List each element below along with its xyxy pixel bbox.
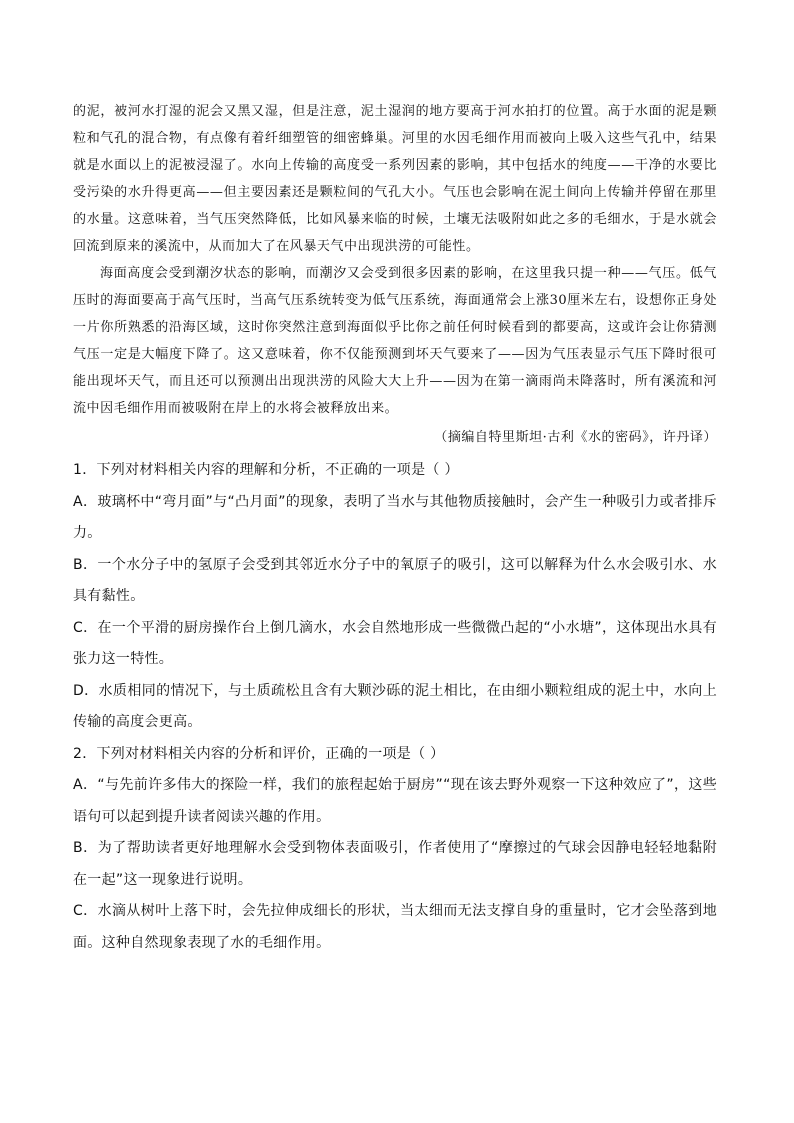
question-2-stem: 2．下列对材料相关内容的分析和评价，正确的一项是（ ） [73, 745, 445, 762]
question-list [73, 455, 717, 959]
question-2-option-b: B．为了帮助读者更好地理解水会受到物体表面吸引，作者使用了“摩擦过的气球会因静电轻轻地黏附在一起”这一现象进行说明。 [73, 840, 717, 888]
question-1-option-c: C．在一个平滑的厨房操作台上倒几滴水，水会自然地形成一些微微凸起的“小水塘”，这体现出水具有张力这一特性。 [73, 619, 717, 667]
question-1-stem: 1．下列对材料相关内容的理解和分析，不正确的一项是（ ） [73, 462, 459, 478]
reading-passage [73, 98, 717, 451]
passage-source: （摘编自特里斯坦·古利《水的密码》，许丹译） [434, 430, 717, 445]
question-1-option-b: B．一个水分子中的氢原子会受到其邻近水分子中的氧原子的吸引，这可以解释为什么水会吸引水、水具有黏性。 [73, 556, 717, 604]
question-2-option-a: A．“与先前许多伟大的探险一样，我们的旅程起始于厨房”“现在该去野外观察一下这种效应了”，这些语句可以起到提升读者阅读兴趣的作用。 [73, 777, 717, 825]
question-1-option-d: D．水质相同的情况下，与土质疏松且含有大颗沙砾的泥土相比，在由细小颗粒组成的泥土中，水向上传输的高度会更高。 [73, 682, 717, 730]
question-2-option-c: C．水滴从树叶上落下时，会先拉伸成细长的形状，当太细而无法支撑自身的重量时，它才会坠落到地面。这种自然现象表现了水的毛细作用。 [73, 903, 717, 951]
passage-paragraph: 海面高度会受到潮汐状态的影响，而潮汐又会受到很多因素的影响，在这里我只提一种——气压。低气压时的海面要高于高气压时，当高气压系统转变为低气压系统，海面通常会上涨30厘米左右，设想你正身处一片你所熟悉的沿海区域，这时你突然注意到海面似乎比你之前任何时候看到的都要高，这或许会让你猜测气压一定是大幅度下降了。这又意味着，你不仅能预测到坏天气要来了——因为气压表显示气压下降时很可能出现坏天气，而且还可以预测出出现洪涝的风险大大上升——因为在第一滴雨尚未降落时，所有溪流和河流中因毛细作用而被吸附在岸上的水将会被释放出来。 [73, 266, 717, 416]
passage-paragraph: 的泥，被河水打湿的泥会又黑又湿，但是注意，泥土湿润的地方要高于河水拍打的位置。高于水面的泥是颗粒和气孔的混合物，有点像有着纤细塑管的细密蜂巢。河里的水因毛细作用而被向上吸入这些气孔中，结果就是水面以上的泥被浸湿了。水向上传输的高度受一系列因素的影响，其中包括水的纯度——干净的水要比受污染的水升得更高——但主要因素还是颗粒间的气孔大小。气压也会影响在泥土间向上传输并停留在那里的水量。这意味着，当气压突然降低，比如风暴来临的时候，土壤无法吸附如此之多的毛细水，于是水就会回流到原来的溪流中，从而加大了在风暴天气中出现洪涝的可能性。 [73, 104, 717, 254]
question-1-option-a: A．玻璃杯中“弯月面”与“凸月面”的现象，表明了当水与其他物质接触时，会产生一种吸引力或者排斥力。 [73, 493, 717, 541]
document-page [73, 98, 717, 959]
